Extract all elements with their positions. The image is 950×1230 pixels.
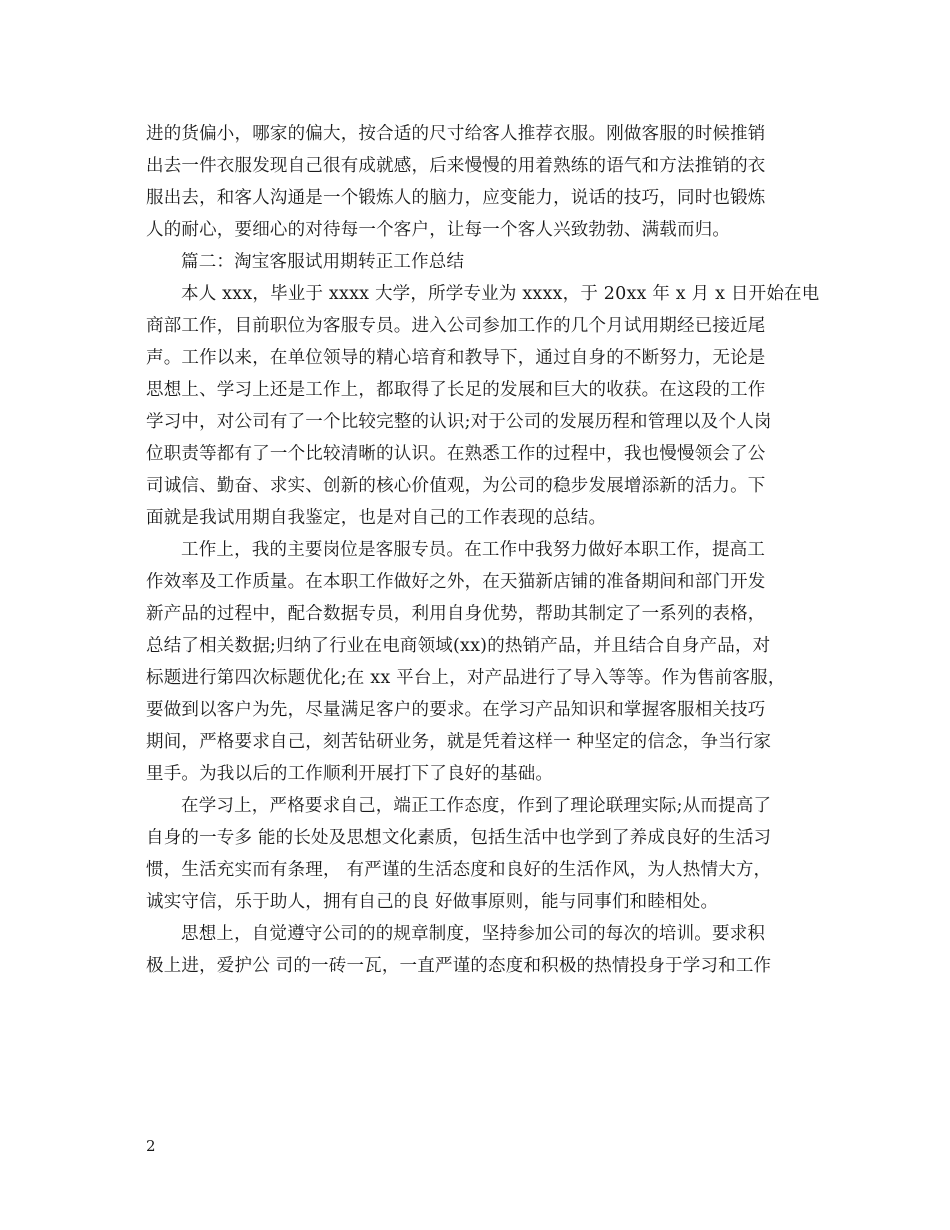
text-line: 在学习上，严格要求自己，端正工作态度，作到了理论联理实际;从而提高了 (181, 796, 772, 816)
text-line: 新产品的过程中，配合数据专员，利用自身优势，帮助其制定了一系列的表格， (146, 604, 766, 624)
section-heading: 篇二：淘宝客服试用期转正工作总结 (181, 252, 465, 272)
text-line: 期间，严格要求自己，刻苦钻研业务，就是凭着这样一 种坚定的信念，争当行家 (146, 732, 772, 752)
text-line: 商部工作，目前职位为客服专员。进入公司参加工作的几个月试用期经已接近尾 (146, 316, 766, 336)
text-line: 思想上，自觉遵守公司的的规章制度，坚持参加公司的每次的培训。要求积 (181, 924, 766, 944)
text-line: 惯，生活充实而有条理， 有严谨的生活态度和良好的生活作风，为人热情大方， (146, 860, 772, 880)
text-line: 人的耐心，要细心的对待每一个客户，让每一个客人兴致勃勃、满载而归。 (146, 220, 731, 240)
text-line: 进的货偏小，哪家的偏大，按合适的尺寸给客人推荐衣服。刚做客服的时候推销 (146, 124, 766, 144)
text-line: 本人 xxx，毕业于 xxxx 大学，所学专业为 xxxx，于 20xx 年 x 月 x 日开始在电 (181, 284, 820, 304)
text-line: 思想上、学习上还是工作上，都取得了长足的发展和巨大的收获。在这段的工作 (146, 380, 766, 400)
text-line: 极上进，爱护公 司的一砖一瓦，一直严谨的态度和积极的热情投身于学习和工作 (146, 956, 772, 976)
text-line: 诚实守信，乐于助人，拥有自己的良 好做事原则，能与同事们和睦相处。 (146, 892, 719, 912)
text-line: 服出去，和客人沟通是一个锻炼人的脑力，应变能力，说话的技巧，同时也锻炼 (146, 188, 766, 208)
body-text (146, 118, 820, 982)
text-line: 位职责等都有了一个比较清晰的认识。在熟悉工作的过程中，我也慢慢领会了公 (146, 444, 766, 464)
text-line: 学习中，对公司有了一个比较完整的认识;对于公司的发展历程和管理以及个人岗 (146, 412, 772, 432)
text-line: 里手。为我以后的工作顺利开展打下了良好的基础。 (146, 764, 554, 784)
text-line: 声。工作以来，在单位领导的精心培育和教导下，通过自身的不断努力，无论是 (146, 348, 766, 368)
text-line: 面就是我试用期自我鉴定，也是对自己的工作表现的总结。 (146, 508, 607, 528)
text-line: 工作上，我的主要岗位是客服专员。在工作中我努力做好本职工作，提高工 (181, 540, 766, 560)
page-number: 2 (146, 1137, 156, 1155)
text-line: 标题进行第四次标题优化;在 xx 平台上，对产品进行了导入等等。作为售前客服， (146, 668, 786, 688)
text-line: 总结了相关数据;归纳了行业在电商领域(xx)的热销产品，并且结合自身产品，对 (146, 636, 771, 656)
text-line: 自身的一专多 能的长处及思想文化素质，包括生活中也学到了养成良好的生活习 (146, 828, 772, 848)
text-line: 作效率及工作质量。在本职工作做好之外，在天猫新店铺的准备期间和部门开发 (146, 572, 766, 592)
text-line: 要做到以客户为先，尽量满足客户的要求。在学习产品知识和掌握客服相关技巧 (146, 700, 766, 720)
text-line: 司诚信、勤奋、求实、创新的核心价值观，为公司的稳步发展增添新的活力。下 (146, 476, 766, 496)
text-line: 出去一件衣服发现自己很有成就感，后来慢慢的用着熟练的语气和方法推销的衣 (146, 156, 766, 176)
